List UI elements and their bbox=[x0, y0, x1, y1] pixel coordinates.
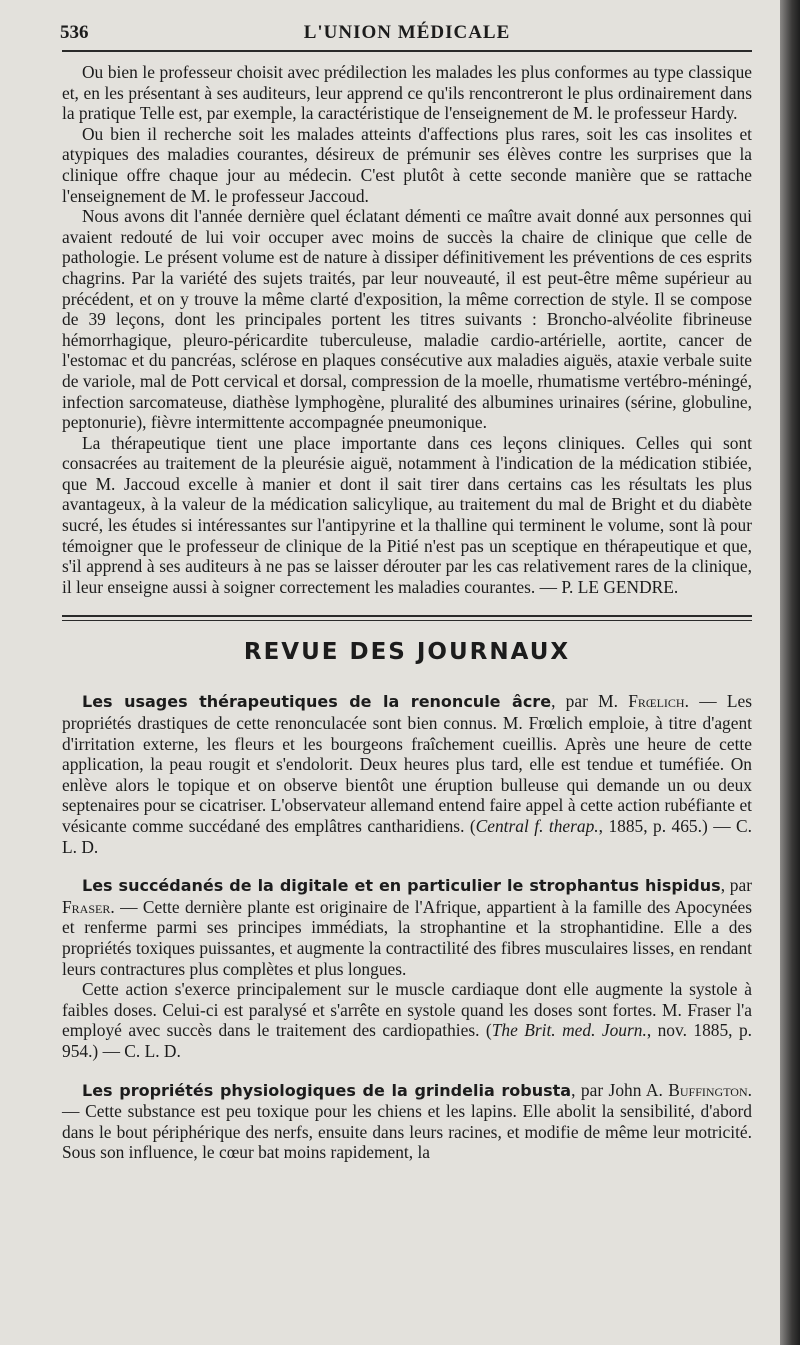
author-prefix: , par bbox=[720, 875, 753, 896]
source-reference: , 1885, p. 465.) — C. L. D. bbox=[62, 816, 752, 857]
article-paragraph bbox=[62, 979, 752, 1061]
page-binding-shadow bbox=[780, 0, 800, 1345]
page-number: 536 bbox=[60, 22, 89, 43]
review-paragraph: La thérapeutique tient une place importante dans ces leçons cliniques. Celles qui sont consacrées au traitement de la pleurésie aiguë, notamment à l'indication de la médication stibiée, que M. Jaccoud excelle à manier et dont il sait tirer dans certains cas les résultats les plus avantageux, à la valeur de la médication salicylique, au traitement du mal de Bright et du diabète sucré, les études si intéressantes sur l'antipyrine et la thalline qui terminent le volume, sont là pour témoigner que le professeur de clinique de la Pitié n'est pas un sceptique en thérapeutique et que, s'il apprend à ses auditeurs à ne pas se laisser dérouter par les cas relativement rares de la clinique, il leur enseigne aussi à soigner correctement les maladies courantes. — P. LE GENDRE. bbox=[62, 432, 752, 597]
source-reference: , nov. 1885, p. 954.) — C. L. D. bbox=[62, 1020, 752, 1061]
article-author: Fraser bbox=[62, 896, 111, 917]
article-author: Frœlich bbox=[628, 691, 685, 712]
article-body: . — Les propriétés drastiques de cette renonculacée sont bien connus. M. Frœlich emploie, à titre d'agent d'irritation externe, les fleurs et les bourgeons fraîchement cueillis. Après une heure de cette application, la peau rougit et s'endolorit. Deux heures plus tard, elle est tendue et tuméfiée. On enlève alors le topique et on observe bientôt une éruption bulleuse qui demande un ou deux septenaires pour se cicatriser. L'observateur allemand entend faire appel à cette action rubéfiante et vésicante comme succédané des emplâtres cantharidiens. ( bbox=[62, 691, 752, 836]
article-title: Les succédanés de la digitale et en particulier le strophantus hispidus bbox=[82, 876, 721, 896]
page-header bbox=[62, 22, 752, 52]
review-paragraph: Nous avons dit l'année dernière quel éclatant démenti ce maître avait donné aux personnes qui avaient redouté de lui voir occuper avec moins de succès la chaire de clinique que celle de pathologie. Le présent volume est de nature à dissiper définitivement les préventions de ces esprits chagrins. Par la variété des sujets traités, par leur nouveauté, il est peut-être même supérieur au précédent, et on y trouve la même clarté d'exposition, la même correction de style. Il se compose de 39 leçons, dont les principales portent les titres suivants : Broncho-alvéolite fibrineuse hémorrhagique, pleuro-péricardite tuberculeuse, maladie cardio-artérielle, aortite, cancer de l'estomac et du pancréas, sclérose en plaques consécutive aux maladies aiguës, ataxie verbale suite de variole, mal de Pott cervical et dorsal, compression de la moelle, rhumatisme vertébro-méningé, infection sarcomateuse, diathèse lymphogène, pluralité des albumines urinaires (sérine, globuline, peptonurie), fièvre intermittente accompagnée pneumonique. bbox=[62, 206, 752, 433]
article-body: . — Cette substance est peu toxique pour les chiens et les lapins. Elle abolit la sensibilité, d'abord dans le bout périphérique des nerfs, ensuite dans leurs racines, et modifie de même leur motricité. Sous son influence, le cœur bat moins rapidement, la bbox=[62, 1079, 752, 1163]
article-title: Les usages thérapeutiques de la renoncule âcre bbox=[82, 692, 552, 712]
article-title: Les propriétés physiologiques de la grindelia robusta bbox=[82, 1080, 572, 1100]
article-paragraph bbox=[62, 875, 752, 979]
article-body: . — Cette dernière plante est originaire de l'Afrique, appartient à la famille des Apocynées et renferme parmi ses principes immédiats, la strophantine et la strophantidine. Elle a des propriétés toxiques puissantes, et augmente la contractilité des fibres musculaires lisses, en rendant leurs contractures plus complètes et plus longues. bbox=[62, 896, 752, 979]
article-strophantus bbox=[62, 875, 752, 1061]
article-body: Cette action s'exerce principalement sur le muscle cardiaque dont elle augmente la systole à faibles doses. Celui-ci est paralysé et s'arrête en systole quand les doses sont fortes. M. Fraser l'a employé avec succès dans le traitement des cardiopathies. ( bbox=[62, 979, 752, 1041]
article-renoncule bbox=[62, 691, 752, 857]
source-journal: The Brit. med. Journ. bbox=[491, 1020, 647, 1041]
article-paragraph bbox=[62, 1080, 752, 1163]
book-review bbox=[62, 62, 752, 597]
article-author: Buffington bbox=[668, 1079, 748, 1100]
running-title: L'UNION MÉDICALE bbox=[303, 22, 511, 43]
source-journal: Central f. therap. bbox=[475, 816, 599, 836]
section-title: REVUE DES JOURNAUX bbox=[243, 639, 571, 666]
article-grindelia bbox=[62, 1080, 752, 1163]
review-paragraph: Ou bien le professeur choisit avec prédilection les malades les plus conformes au type classique et, en les présentant à ses auditeurs, leur apprend ce qu'ils rencontreront le plus ordinairement dans la pratique Telle est, par exemple, la caractéristique de l'enseignement de M. le professeur Hardy. bbox=[62, 62, 752, 124]
author-prefix: , par John A. bbox=[571, 1079, 669, 1100]
article-paragraph bbox=[62, 691, 752, 857]
review-paragraph: Ou bien il recherche soit les malades atteints d'affections plus rares, soit les cas insolites et atypiques des maladies courantes, désireux de prémunir ses élèves contre les surprises que la clinique offre chaque jour au médecin. C'est plutôt à cette seconde manière que se rattache l'enseignement de M. le professeur Jaccoud. bbox=[62, 123, 752, 206]
author-prefix: , par M. bbox=[551, 691, 629, 712]
section-divider bbox=[62, 615, 752, 621]
